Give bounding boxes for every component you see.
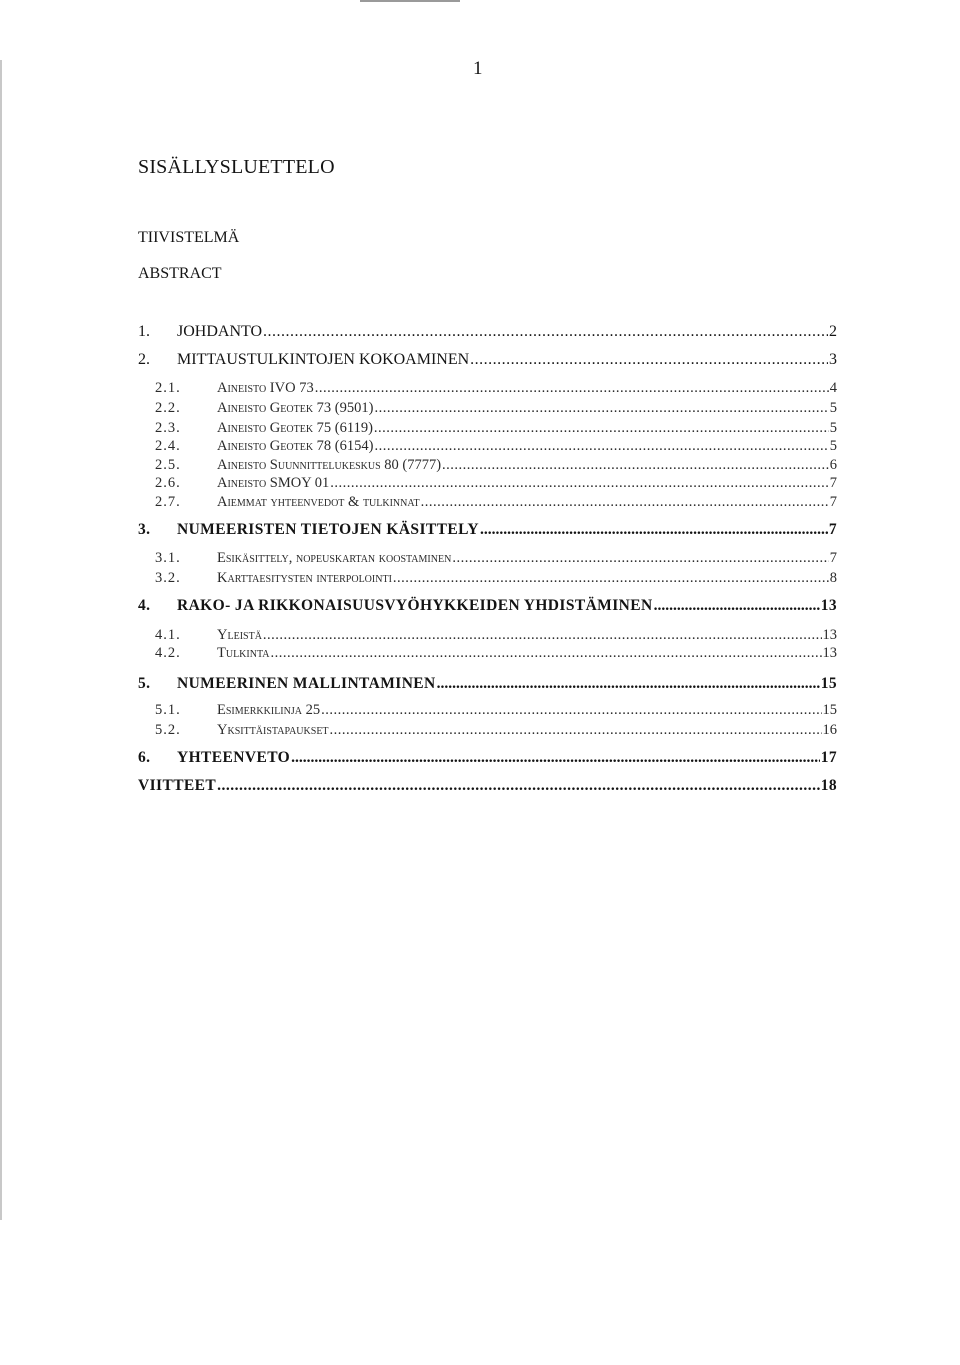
toc-dot-leader [271,646,822,661]
scan-edge-left [0,60,2,1220]
toc-dot-leader [452,551,828,566]
toc-entry-page: 13 [822,645,837,661]
toc-entry [138,598,837,614]
toc-entry-page: 7 [828,521,837,538]
toc-entry-number: 5.2. [155,722,181,738]
toc-dot-leader [421,495,829,510]
toc-entry-page: 17 [820,749,837,766]
toc-entry-page: 13 [822,627,837,643]
toc-dot-leader [330,723,822,738]
toc-entry-page: 8 [829,570,837,586]
toc-dot-leader [480,522,828,538]
toc-dot-leader [321,703,821,718]
toc-entry-label: Aiemmat yhteenvedot & tulkinnat [217,494,420,510]
toc-dot-leader [470,352,828,368]
front-item-abstract: ABSTRACT [138,265,222,282]
toc-entry [138,495,837,510]
toc-entry [138,401,837,416]
toc-entry-number: 2.4. [155,438,181,454]
toc-entry-label: Aineisto Suunnittelukeskus 80 (7777) [217,457,442,473]
toc-dot-leader [393,571,829,586]
toc-entry-number: 2.2. [155,400,181,416]
toc-entry-number: 2.1. [155,380,181,396]
toc-entry-label: NUMEERINEN MALLINTAMINEN [177,675,436,692]
toc-entry-label: YHTEENVETO [177,749,291,766]
toc-dot-leader [330,476,828,491]
toc-entry-page: 5 [829,438,837,454]
toc-entry-label: MITTAUSTULKINTOJEN KOKOAMINEN [177,351,470,368]
toc-entry-page: 4 [829,380,837,396]
toc-entry-label: VIITTEET [138,777,217,794]
toc-dot-leader [217,778,820,794]
toc-entry [138,551,837,566]
toc-entry-label: Karttaesitysten interpolointi [217,570,392,586]
toc-entry [138,476,837,491]
toc-entry-label: Aineisto Geotek 78 (6154) [217,438,374,454]
toc-dot-leader [291,750,820,766]
toc-entry [138,750,837,766]
toc-dot-leader [263,628,822,643]
toc-entry [138,723,837,738]
toc-entry-number: 5.1. [155,702,181,718]
toc-entry [138,439,837,454]
toc-entry-number: 3.2. [155,570,181,586]
toc-dot-leader [374,401,828,416]
toc-entry-label: Aineisto Geotek 75 (6119) [217,420,373,436]
toc-dot-leader [374,439,828,454]
toc-entry [138,421,837,436]
toc-title: SISÄLLYSLUETTELO [138,156,335,178]
toc-entry-number: 1. [138,323,150,340]
toc-entry-number: 4.1. [155,627,181,643]
toc-entry-page: 7 [829,475,837,491]
front-item-tiivistelma: TIIVISTELMÄ [138,229,240,246]
toc-entry-number: 2.5. [155,457,181,473]
toc-dot-leader [442,458,829,473]
scan-edge-top [360,0,460,2]
toc-dot-leader [263,324,828,340]
toc-dot-leader [437,676,820,692]
toc-entry-label: Yksittäistapaukset [217,722,329,738]
toc-entry [138,778,837,794]
toc-entry-label: Esikäsittely, nopeuskartan koostaminen [217,550,452,566]
toc-entry-page: 6 [829,457,837,473]
toc-entry-label: JOHDANTO [177,323,263,340]
toc-entry [138,571,837,586]
toc-entry [138,703,837,718]
toc-entry [138,324,837,340]
toc-entry-page: 18 [820,777,837,794]
toc-entry [138,628,837,643]
toc-entry-number: 2.7. [155,494,181,510]
toc-entry-page: 2 [829,323,837,340]
toc-entry-page: 5 [829,420,837,436]
toc-entry [138,646,837,661]
toc-entry-label: RAKO- JA RIKKONAISUUSVYÖHYKKEIDEN YHDISTÄMINEN [177,597,653,614]
toc-entry [138,676,837,692]
toc-entry-number: 3. [138,521,151,538]
toc-dot-leader [654,598,820,614]
toc-dot-leader [374,421,829,436]
toc-entry-page: 15 [820,675,837,692]
toc-entry-page: 13 [820,597,837,614]
toc-entry-label: Aineisto Geotek 73 (9501) [217,400,374,416]
toc-entry-page: 7 [829,494,837,510]
toc-entry-number: 6. [138,749,151,766]
toc-entry-label: Tulkinta [217,645,270,661]
toc-entry-number: 5. [138,675,151,692]
toc-dot-leader [315,381,829,396]
toc-entry-number: 2.3. [155,420,181,436]
toc-entry-number: 2.6. [155,475,181,491]
toc-entry [138,522,837,538]
toc-entry-number: 4. [138,597,151,614]
toc-entry-page: 7 [829,550,837,566]
toc-entry-label: Aineisto IVO 73 [217,380,314,396]
toc-entry-number: 2. [138,351,150,368]
toc-entry-label: Aineisto SMOY 01 [217,475,330,491]
toc-entry-page: 15 [822,702,837,718]
toc-entry-number: 3.1. [155,550,181,566]
toc-entry-label: Esimerkkilinja 25 [217,702,321,718]
toc-entry-page: 16 [822,722,837,738]
toc-entry-label: Yleistä [217,627,262,643]
toc-entry [138,352,837,368]
toc-entry-label: NUMEERISTEN TIETOJEN KÄSITTELY [177,521,480,538]
toc-entry [138,458,837,473]
page-number: 1 [473,58,483,79]
toc-entry-page: 5 [829,400,837,416]
toc-entry-page: 3 [829,351,837,368]
toc-entry [138,381,837,396]
toc-entry-number: 4.2. [155,645,181,661]
